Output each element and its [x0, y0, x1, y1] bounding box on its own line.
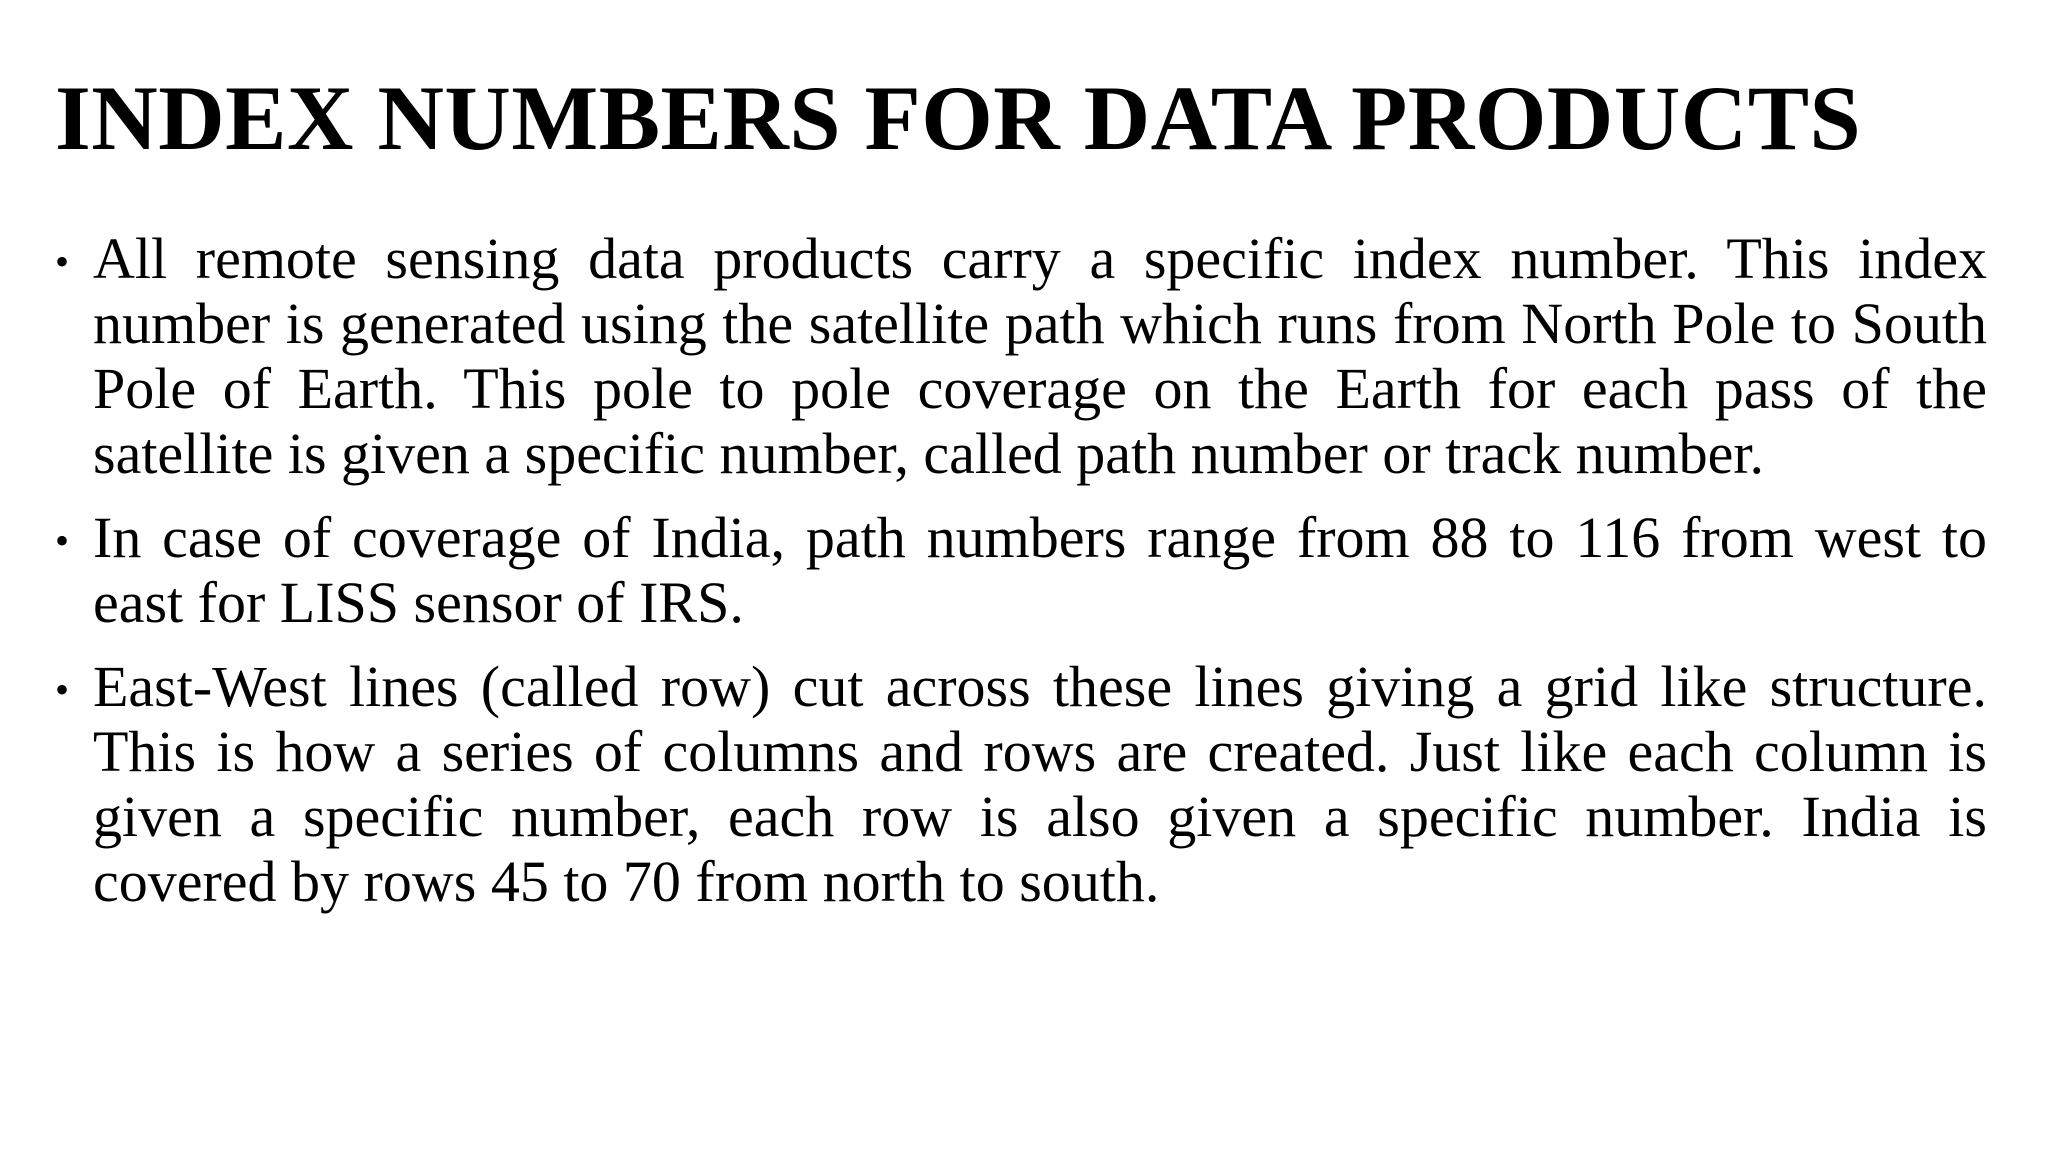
bullet-item: [55, 654, 1987, 914]
bullet-item: [55, 505, 1987, 635]
bullet-icon: •: [55, 667, 70, 712]
bullet-text: In case of coverage of India, path numbers range from 88 to 116 from west to east for LISS sensor of IRS.: [93, 505, 1987, 635]
bullet-icon: •: [55, 239, 70, 284]
bullet-text: All remote sensing data products carry a specific index number. This index number is generated using the satellite path which runs from North Pole to South Pole of Earth. This pole to pole coverage on the Earth for each pass of the satellite is given a specific number, called path number or track number.: [93, 226, 1987, 486]
bullet-icon: •: [55, 518, 70, 563]
slide-title: INDEX NUMBERS FOR DATA PRODUCTS: [55, 67, 1862, 169]
bullet-text: East-West lines (called row) cut across these lines giving a grid like structure. This is how a series of columns and rows are created. Just like each column is given a specific number, each row is also given a specific number. India is covered by rows 45 to 70 from north to south.: [93, 654, 1987, 914]
bullet-list: [55, 226, 1987, 933]
bullet-item: [55, 226, 1987, 486]
